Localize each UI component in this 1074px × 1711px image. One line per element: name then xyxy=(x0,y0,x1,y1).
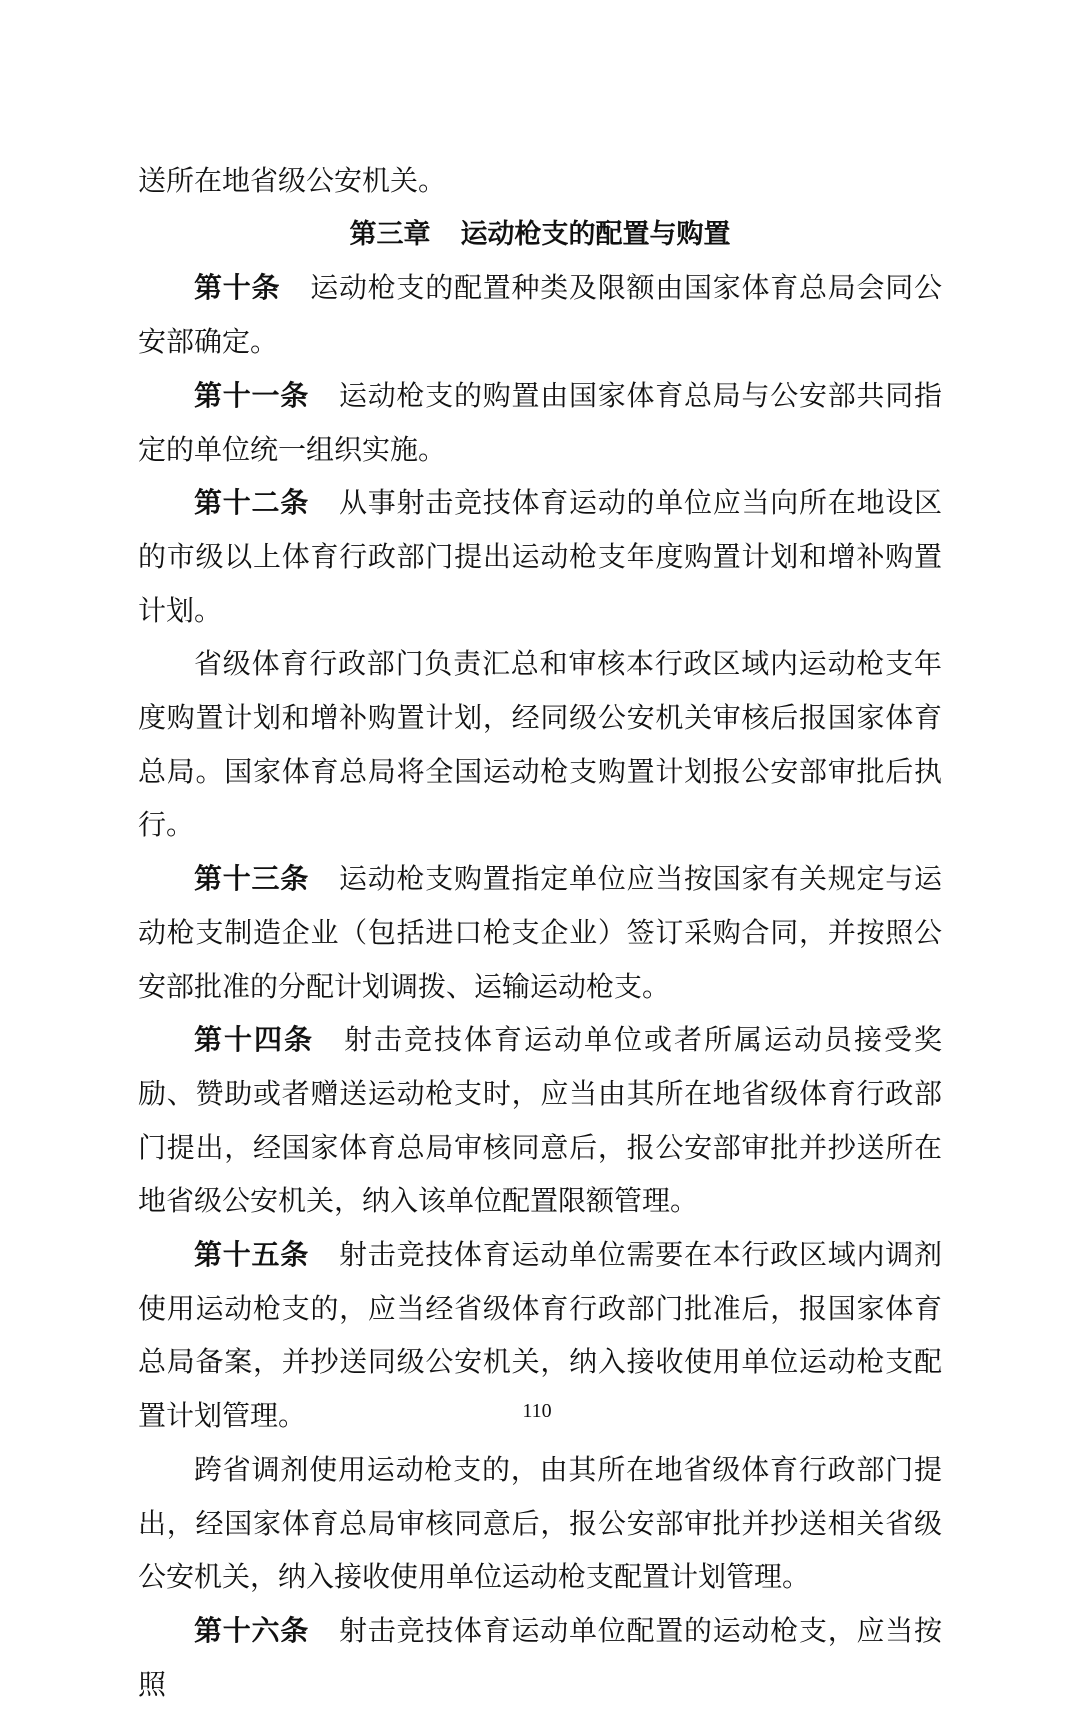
article-text: 射击竞技体育运动单位配置的运动枪支，应当按照 xyxy=(138,1613,942,1701)
article-label: 第十六条 xyxy=(194,1613,309,1647)
article-text: 运动枪支购置指定单位应当按国家有关规定与运动枪支制造企业（包括进口枪支企业）签订采购合同，并按照公安部批准的分配计划调拨、运输运动枪支。 xyxy=(138,862,942,1003)
article-12-paragraph-2 xyxy=(138,637,942,852)
paragraph-text: 送所在地省级公安机关。 xyxy=(138,164,447,197)
continuation-paragraph xyxy=(138,154,942,208)
article-10 xyxy=(138,261,942,368)
article-text: 从事射击竞技体育运动的单位应当向所在地设区的市级以上体育行政部门提出运动枪支年度购置计划和增补购置计划。 xyxy=(138,486,942,627)
article-13 xyxy=(138,852,942,1013)
article-label: 第十条 xyxy=(194,271,281,305)
chapter-heading xyxy=(138,208,942,262)
article-11 xyxy=(138,369,942,476)
article-label: 第十五条 xyxy=(194,1238,309,1272)
article-label: 第十一条 xyxy=(194,378,309,412)
article-text: 运动枪支的配置种类及限额由国家体育总局会同公安部确定。 xyxy=(138,271,942,359)
paragraph-text: 省级体育行政部门负责汇总和审核本行政区域内运动枪支年度购置计划和增补购置计划，经同级公安机关审核后报国家体育总局。国家体育总局将全国运动枪支购置计划报公安部审批后执行。 xyxy=(138,647,942,842)
body-text xyxy=(138,154,942,1711)
article-15-paragraph-2 xyxy=(138,1443,942,1604)
chapter-number: 第三章 xyxy=(349,218,431,250)
article-label: 第十二条 xyxy=(194,486,309,520)
page-number: 110 xyxy=(522,1400,552,1422)
article-text: 射击竞技体育运动单位需要在本行政区域内调剂使用运动枪支的，应当经省级体育行政部门批准后，报国家体育总局备案，并抄送同级公安机关，纳入接收使用单位运动枪支配置计划管理。 xyxy=(138,1238,942,1433)
article-16 xyxy=(138,1604,942,1711)
article-12 xyxy=(138,476,942,637)
article-label: 第十三条 xyxy=(194,862,309,896)
paragraph-text: 跨省调剂使用运动枪支的，由其所在地省级体育行政部门提出，经国家体育总局审核同意后，报公安部审批并抄送相关省级公安机关，纳入接收使用单位运动枪支配置计划管理。 xyxy=(138,1452,942,1594)
article-text: 射击竞技体育运动单位或者所属运动员接受奖励、赞助或者赠送运动枪支时，应当由其所在地省级体育行政部门提出，经国家体育总局审核同意后，报公安部审批并抄送所在地省级公安机关，纳入该单位配置限额管理。 xyxy=(138,1023,942,1218)
article-text: 运动枪支的购置由国家体育总局与公安部共同指定的单位统一组织实施。 xyxy=(138,378,942,466)
chapter-title: 运动枪支的配置与购置 xyxy=(460,218,731,250)
article-14 xyxy=(138,1013,942,1228)
article-label: 第十四条 xyxy=(194,1023,314,1057)
